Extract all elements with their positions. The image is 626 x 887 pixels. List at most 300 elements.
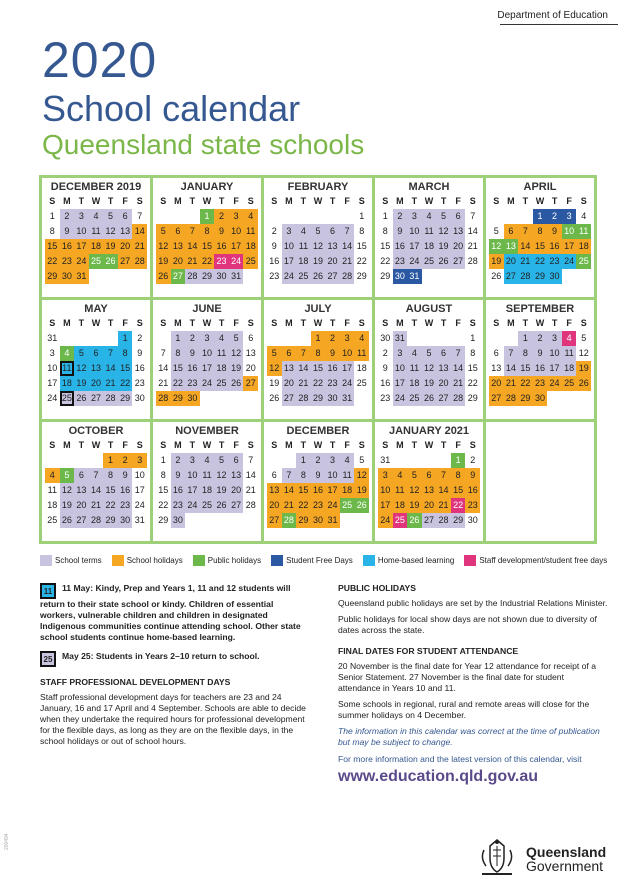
day-headers bbox=[45, 194, 147, 209]
day-cell: 26 bbox=[156, 269, 171, 284]
day-cell: 25 bbox=[89, 254, 104, 269]
day-headers bbox=[267, 194, 369, 209]
day-header: W bbox=[91, 196, 101, 206]
legend-item bbox=[40, 555, 102, 566]
day-cell: 23 bbox=[118, 498, 133, 513]
day-header: M bbox=[285, 196, 293, 206]
day-cell: 14 bbox=[518, 239, 533, 254]
day-header: S bbox=[136, 440, 143, 450]
day-cell bbox=[45, 453, 60, 468]
day-cell: 11 bbox=[296, 239, 311, 254]
day-cell: 1 bbox=[470, 333, 476, 343]
day-cell bbox=[436, 453, 451, 468]
day-headers bbox=[378, 438, 480, 453]
public-holidays-text-2: Public holidays for local show days are not shown due to diversity of dates across the state. bbox=[338, 614, 597, 635]
day-header: F bbox=[455, 440, 461, 450]
day-cell: 2 bbox=[325, 331, 340, 346]
day-cell: 8 bbox=[118, 346, 133, 361]
day-cell: 31 bbox=[325, 513, 340, 528]
day-cells bbox=[45, 331, 147, 406]
day-cell: 2 bbox=[311, 453, 326, 468]
day-cell: 3 bbox=[49, 348, 55, 358]
day-cell: 17 bbox=[340, 361, 355, 376]
day-cell: 30 bbox=[393, 269, 408, 284]
day-cell: 3 bbox=[340, 331, 355, 346]
day-cell: 13 bbox=[267, 483, 282, 498]
day-cell: 13 bbox=[491, 363, 502, 373]
day-cell: 2 bbox=[382, 348, 388, 358]
day-cell: 4 bbox=[45, 468, 60, 483]
day-cell: 17 bbox=[547, 361, 562, 376]
day-cell: 5 bbox=[229, 331, 244, 346]
day-cell: 19 bbox=[156, 254, 171, 269]
day-cell: 3 bbox=[547, 331, 562, 346]
day-cell: 30 bbox=[171, 513, 186, 528]
day-cell: 3 bbox=[185, 453, 200, 468]
day-header: W bbox=[91, 440, 101, 450]
day-header: S bbox=[382, 440, 389, 450]
day-header: S bbox=[469, 196, 476, 206]
day-cell: 30 bbox=[60, 269, 75, 284]
day-cell: 14 bbox=[89, 483, 104, 498]
day-cell: 3 bbox=[562, 209, 577, 224]
day-cell: 25 bbox=[356, 378, 367, 388]
day-cell: 11 bbox=[60, 361, 75, 376]
day-cell: 28 bbox=[451, 391, 466, 406]
day-cell: 16 bbox=[547, 239, 562, 254]
day-cell: 6 bbox=[118, 209, 133, 224]
day-cell: 10 bbox=[393, 361, 408, 376]
day-header: S bbox=[271, 440, 278, 450]
day-cell: 10 bbox=[134, 470, 145, 480]
may11-badge: 11 bbox=[40, 583, 56, 599]
day-headers bbox=[45, 438, 147, 453]
day-cell: 26 bbox=[229, 376, 244, 391]
day-cell: 11 bbox=[576, 224, 591, 239]
day-cell: 18 bbox=[562, 361, 577, 376]
day-cell: 29 bbox=[118, 391, 133, 406]
day-cell: 31 bbox=[407, 269, 422, 284]
month-8 bbox=[375, 300, 483, 419]
day-cell: 9 bbox=[118, 468, 133, 483]
day-cell: 30 bbox=[214, 269, 229, 284]
day-cell: 20 bbox=[74, 498, 89, 513]
day-header: S bbox=[160, 318, 167, 328]
day-cell: 16 bbox=[60, 239, 75, 254]
day-cell: 21 bbox=[158, 378, 169, 388]
day-header: T bbox=[107, 440, 114, 450]
legend-label: Staff development/student free days bbox=[479, 556, 608, 565]
day-cell: 23 bbox=[311, 498, 326, 513]
day-header: W bbox=[424, 196, 434, 206]
day-cell: 29 bbox=[356, 271, 367, 281]
day-cell: 18 bbox=[296, 254, 311, 269]
day-header: S bbox=[247, 440, 254, 450]
day-cell: 8 bbox=[49, 226, 55, 236]
day-header: W bbox=[91, 318, 101, 328]
day-cell: 8 bbox=[470, 348, 476, 358]
day-cell: 21 bbox=[436, 498, 451, 513]
day-cell: 6 bbox=[89, 346, 104, 361]
day-cell: 4 bbox=[296, 224, 311, 239]
legend-swatch bbox=[363, 555, 375, 566]
day-header: S bbox=[271, 196, 278, 206]
day-cell: 12 bbox=[267, 361, 282, 376]
day-cell: 15 bbox=[467, 363, 478, 373]
legend-label: Home-based learning bbox=[377, 556, 455, 565]
day-cell: 30 bbox=[311, 513, 326, 528]
day-cell: 27 bbox=[118, 254, 133, 269]
day-cell: 5 bbox=[103, 209, 118, 224]
day-cell: 4 bbox=[60, 346, 75, 361]
day-header: T bbox=[411, 318, 418, 328]
day-header: T bbox=[329, 318, 336, 328]
day-cell bbox=[60, 453, 75, 468]
day-cell: 27 bbox=[451, 254, 466, 269]
day-cell: 15 bbox=[356, 241, 367, 251]
day-cell: 31 bbox=[380, 455, 391, 465]
day-cell: 11 bbox=[407, 361, 422, 376]
day-header: M bbox=[396, 196, 404, 206]
day-cell: 11 bbox=[340, 468, 355, 483]
day-cell: 1 bbox=[200, 209, 215, 224]
month-name: MARCH bbox=[408, 181, 450, 193]
day-cell: 24 bbox=[547, 376, 562, 391]
day-header: T bbox=[440, 196, 447, 206]
day-header: T bbox=[522, 196, 529, 206]
day-cell: 27 bbox=[74, 513, 89, 528]
day-cell: 14 bbox=[467, 226, 478, 236]
day-cell: 12 bbox=[156, 239, 171, 254]
day-header: S bbox=[160, 196, 167, 206]
legend-swatch bbox=[193, 555, 205, 566]
day-cell: 31 bbox=[74, 269, 89, 284]
month-name: SEPTEMBER bbox=[505, 303, 575, 315]
final-dates-text-2: Some schools in regional, rural and remote areas will close for the summer holidays on 4 December. bbox=[338, 699, 590, 720]
day-cell: 21 bbox=[340, 254, 355, 269]
day-header: T bbox=[300, 440, 307, 450]
day-header: T bbox=[551, 196, 558, 206]
day-cell: 9 bbox=[137, 348, 143, 358]
day-cell: 2 bbox=[393, 209, 408, 224]
day-cells bbox=[267, 453, 369, 528]
day-cell: 27 bbox=[267, 513, 282, 528]
day-cell: 20 bbox=[451, 239, 466, 254]
day-cell: 7 bbox=[504, 346, 519, 361]
day-header: F bbox=[344, 440, 350, 450]
day-cell: 28 bbox=[132, 254, 147, 269]
day-cell: 20 bbox=[229, 483, 244, 498]
day-header: S bbox=[358, 440, 365, 450]
day-cell: 15 bbox=[296, 483, 311, 498]
day-cell: 30 bbox=[118, 513, 133, 528]
day-cell: 26 bbox=[491, 271, 502, 281]
day-cell: 23 bbox=[380, 393, 391, 403]
day-cell: 25 bbox=[576, 254, 591, 269]
legend-swatch bbox=[112, 555, 124, 566]
day-cell bbox=[340, 209, 355, 224]
day-cell: 7 bbox=[436, 468, 451, 483]
day-cell bbox=[156, 209, 171, 224]
day-cell: 20 bbox=[282, 376, 297, 391]
day-cell: 9 bbox=[60, 224, 75, 239]
day-header: F bbox=[344, 318, 350, 328]
day-cell: 22 bbox=[311, 376, 326, 391]
day-header: W bbox=[424, 440, 434, 450]
day-cell: 27 bbox=[489, 391, 504, 406]
day-cell: 5 bbox=[214, 453, 229, 468]
day-header: T bbox=[189, 440, 196, 450]
page-title: School calendar bbox=[42, 88, 301, 129]
day-cell: 1 bbox=[296, 453, 311, 468]
day-cell: 17 bbox=[185, 483, 200, 498]
day-headers bbox=[489, 316, 591, 331]
day-cell bbox=[89, 331, 104, 346]
day-cell: 17 bbox=[47, 378, 58, 388]
day-cell: 31 bbox=[47, 333, 58, 343]
day-cell: 9 bbox=[271, 241, 277, 251]
day-cell: 13 bbox=[504, 239, 519, 254]
day-cell: 12 bbox=[74, 361, 89, 376]
day-header: M bbox=[63, 440, 71, 450]
day-cell: 15 bbox=[118, 361, 133, 376]
day-cell: 24 bbox=[74, 254, 89, 269]
day-cell: 9 bbox=[171, 468, 186, 483]
day-cell: 18 bbox=[340, 483, 355, 498]
day-cell: 20 bbox=[118, 239, 133, 254]
day-headers bbox=[378, 194, 480, 209]
day-cell: 24 bbox=[200, 376, 215, 391]
day-header: F bbox=[233, 196, 239, 206]
day-cell: 4 bbox=[393, 468, 408, 483]
day-cell: 4 bbox=[422, 209, 437, 224]
legend-item bbox=[271, 555, 353, 566]
day-cell: 31 bbox=[134, 515, 145, 525]
day-cell bbox=[325, 209, 340, 224]
day-cell: 9 bbox=[325, 346, 340, 361]
day-cell: 25 bbox=[340, 498, 355, 513]
legend-item bbox=[464, 555, 607, 566]
month-9 bbox=[486, 300, 594, 419]
disclaimer: The information in this calendar was correct at the time of publication but may be subject to change. bbox=[338, 726, 600, 747]
day-header: T bbox=[411, 196, 418, 206]
day-cell: 27 bbox=[436, 391, 451, 406]
page-subtitle: Queensland state schools bbox=[42, 129, 365, 160]
day-cell: 19 bbox=[74, 376, 89, 391]
day-header: S bbox=[580, 318, 587, 328]
day-cell: 16 bbox=[393, 239, 408, 254]
day-cell: 19 bbox=[214, 483, 229, 498]
legend-swatch bbox=[271, 555, 283, 566]
month-name: NOVEMBER bbox=[175, 425, 239, 437]
day-cell: 17 bbox=[74, 239, 89, 254]
day-cell: 1 bbox=[451, 453, 466, 468]
day-cell bbox=[451, 331, 466, 346]
day-header: T bbox=[300, 196, 307, 206]
day-cell: 4 bbox=[354, 331, 369, 346]
day-cell: 30 bbox=[325, 391, 340, 406]
day-cell: 16 bbox=[118, 483, 133, 498]
day-cell: 11 bbox=[562, 346, 577, 361]
day-cell: 24 bbox=[185, 498, 200, 513]
day-cell: 10 bbox=[282, 239, 297, 254]
day-cell: 23 bbox=[185, 376, 200, 391]
day-cell: 5 bbox=[359, 455, 365, 465]
day-cell: 21 bbox=[185, 254, 200, 269]
day-cell: 8 bbox=[359, 226, 365, 236]
month-name: JULY bbox=[304, 303, 332, 315]
day-cell: 22 bbox=[380, 256, 391, 266]
day-cell: 23 bbox=[465, 498, 480, 513]
day-cell: 26 bbox=[576, 376, 591, 391]
day-header: W bbox=[535, 196, 545, 206]
day-cell: 4 bbox=[214, 331, 229, 346]
day-cell: 19 bbox=[422, 376, 437, 391]
day-cell: 2 bbox=[271, 226, 277, 236]
qld-government-logo bbox=[474, 836, 606, 882]
day-cell: 23 bbox=[134, 378, 145, 388]
day-cell: 7 bbox=[282, 468, 297, 483]
day-cell: 25 bbox=[422, 254, 437, 269]
day-cell: 22 bbox=[451, 498, 466, 513]
day-cell: 20 bbox=[325, 254, 340, 269]
day-cells bbox=[267, 331, 369, 406]
month-name: JANUARY bbox=[180, 181, 234, 193]
day-cell: 5 bbox=[311, 224, 326, 239]
day-cell: 26 bbox=[103, 254, 118, 269]
day-cell: 28 bbox=[156, 391, 171, 406]
may25-badge: 25 bbox=[40, 651, 56, 667]
day-cell: 22 bbox=[467, 378, 478, 388]
day-cell: 25 bbox=[214, 376, 229, 391]
day-cell: 9 bbox=[214, 224, 229, 239]
day-header: T bbox=[218, 318, 225, 328]
day-header: F bbox=[455, 196, 461, 206]
day-cell: 1 bbox=[382, 211, 388, 221]
day-cell: 10 bbox=[562, 224, 577, 239]
day-cell: 13 bbox=[74, 483, 89, 498]
day-cell: 14 bbox=[451, 361, 466, 376]
day-cell bbox=[267, 453, 282, 468]
day-cell: 3 bbox=[378, 468, 393, 483]
day-cell: 23 bbox=[547, 254, 562, 269]
day-header: M bbox=[63, 318, 71, 328]
legend-label: School holidays bbox=[126, 556, 183, 565]
day-cell: 23 bbox=[60, 254, 75, 269]
day-cell: 7 bbox=[248, 455, 254, 465]
final-dates-text-1: 20 November is the final date for Year 12 attendance for receipt of a Senior Statement. 27 November is the final date for student attendance in Years 10 and 11. bbox=[338, 661, 596, 693]
month-name: MAY bbox=[84, 303, 108, 315]
day-cell: 31 bbox=[229, 269, 244, 284]
day-cell: 10 bbox=[74, 224, 89, 239]
website-link[interactable]: www.education.qld.gov.au bbox=[338, 768, 539, 785]
day-cell: 29 bbox=[200, 269, 215, 284]
day-cell: 1 bbox=[311, 331, 326, 346]
day-header: S bbox=[493, 196, 500, 206]
day-cell: 5 bbox=[581, 333, 587, 343]
may11-text: 11 May: Kindy, Prep and Years 1, 11 and 12 students will return to their state school or kindy. Children of essential workers, vulnerable children and children in designated Indigenous communities continue attending school. Other state school students continue home-based learning. bbox=[40, 583, 301, 642]
day-cell: 1 bbox=[118, 331, 133, 346]
day-cell: 24 bbox=[282, 269, 297, 284]
day-cell: 12 bbox=[311, 239, 326, 254]
day-header: T bbox=[329, 440, 336, 450]
day-cell: 28 bbox=[282, 513, 297, 528]
day-header: T bbox=[189, 318, 196, 328]
day-cell: 19 bbox=[576, 361, 591, 376]
day-cell: 5 bbox=[407, 468, 422, 483]
day-cell: 10 bbox=[340, 346, 355, 361]
day-cell: 5 bbox=[156, 224, 171, 239]
day-cell: 23 bbox=[325, 376, 340, 391]
day-cell bbox=[60, 331, 75, 346]
day-cell: 1 bbox=[49, 211, 55, 221]
day-cell: 3 bbox=[132, 453, 147, 468]
month-11 bbox=[153, 422, 261, 541]
day-cell: 22 bbox=[200, 254, 215, 269]
day-cell: 13 bbox=[436, 361, 451, 376]
day-cell: 16 bbox=[533, 361, 548, 376]
day-cell: 22 bbox=[518, 376, 533, 391]
day-cell: 17 bbox=[282, 254, 297, 269]
day-cell: 25 bbox=[243, 254, 258, 269]
day-header: T bbox=[218, 440, 225, 450]
day-cell: 13 bbox=[171, 239, 186, 254]
day-cell: 6 bbox=[271, 470, 277, 480]
day-cell: 26 bbox=[60, 513, 75, 528]
day-cell: 19 bbox=[103, 239, 118, 254]
day-cell bbox=[267, 331, 282, 346]
day-cell: 13 bbox=[422, 483, 437, 498]
day-cell: 26 bbox=[214, 498, 229, 513]
day-cell: 13 bbox=[118, 224, 133, 239]
day-cell: 26 bbox=[407, 513, 422, 528]
day-cell: 19 bbox=[354, 483, 369, 498]
month-name: JANUARY 2021 bbox=[388, 425, 470, 437]
day-cell: 26 bbox=[354, 498, 369, 513]
day-cell: 14 bbox=[185, 239, 200, 254]
day-cell: 8 bbox=[451, 468, 466, 483]
day-header: S bbox=[580, 196, 587, 206]
day-cell: 24 bbox=[325, 498, 340, 513]
day-cell: 1 bbox=[518, 331, 533, 346]
day-cell: 6 bbox=[229, 453, 244, 468]
day-cell: 14 bbox=[504, 361, 519, 376]
day-cell bbox=[103, 331, 118, 346]
empty-slot bbox=[486, 422, 594, 541]
day-cell: 2 bbox=[185, 331, 200, 346]
day-cell: 18 bbox=[60, 376, 75, 391]
day-cell: 17 bbox=[562, 239, 577, 254]
day-cell: 22 bbox=[533, 254, 548, 269]
day-cell: 12 bbox=[489, 239, 504, 254]
day-cell bbox=[171, 209, 186, 224]
gov-name bbox=[526, 845, 606, 873]
day-cell: 8 bbox=[200, 224, 215, 239]
day-header: S bbox=[160, 440, 167, 450]
day-cell: 1 bbox=[171, 331, 186, 346]
day-cell: 22 bbox=[171, 376, 186, 391]
month-2 bbox=[264, 178, 372, 297]
day-cell: 17 bbox=[393, 376, 408, 391]
gov-line-1: Queensland bbox=[526, 844, 607, 860]
day-header: W bbox=[313, 318, 323, 328]
day-cell: 12 bbox=[214, 468, 229, 483]
day-cell: 30 bbox=[547, 269, 562, 284]
day-cell: 7 bbox=[103, 346, 118, 361]
day-cell: 28 bbox=[436, 513, 451, 528]
day-cell: 28 bbox=[296, 391, 311, 406]
month-name: OCTOBER bbox=[68, 425, 124, 437]
